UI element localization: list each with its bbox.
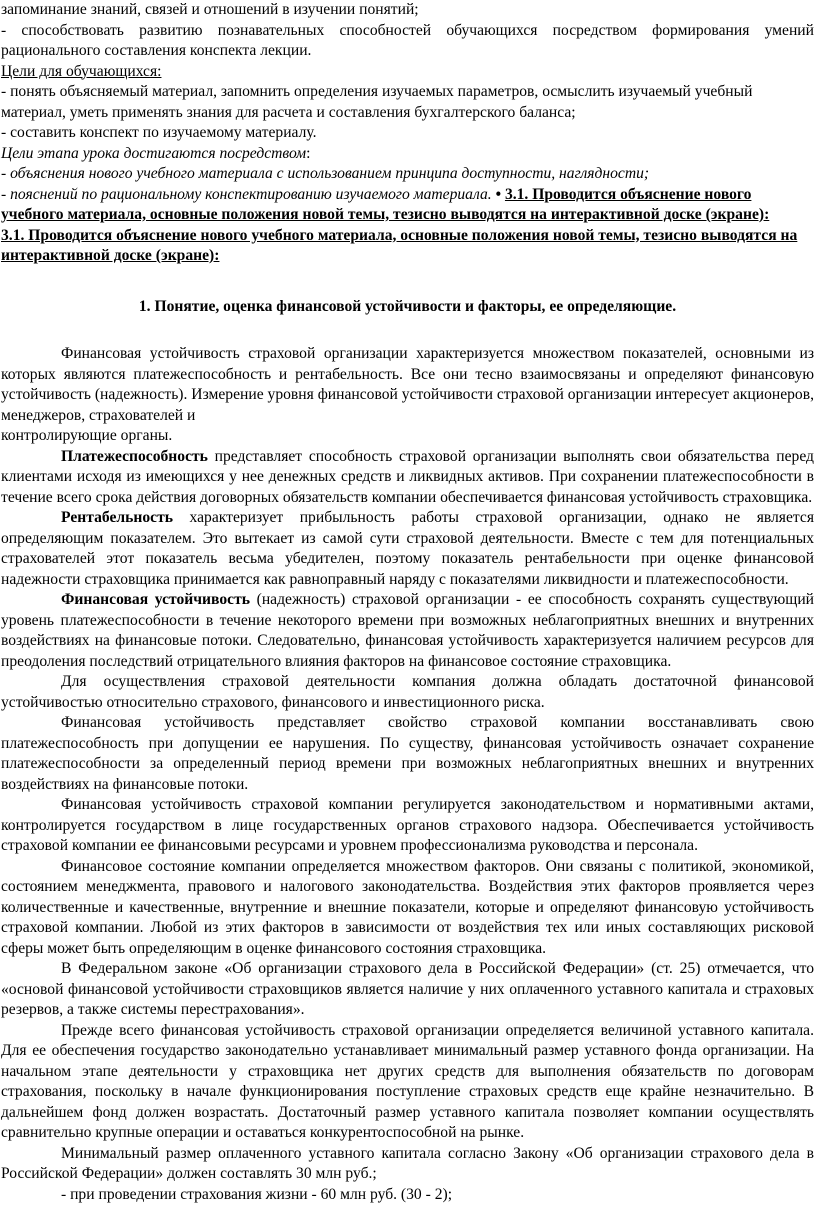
paragraph-1: Финансовая устойчивость страховой организации характеризуется множеством показателей, основными из которых являются платежеспособность и рентабельность. Все они тесно взаимосвязаны и определяют финансовую устойчивость (надежность). Измерение уровня финансовой устойчивости страховой организации интересует акционеров, менеджеров, страхователей и: [1, 345, 814, 424]
step-inline: 3.1. Проводится объяснение нового учебного материала, основные положения новой темы, тезисно выводятся на интерактивной доске (экране):: [1, 185, 770, 223]
means-title-line: [1, 144, 814, 165]
goals-title: Цели для обучающихся:: [1, 62, 162, 80]
term-profitability: Рентабельность: [61, 509, 173, 526]
goal-1: - понять объясняемый материал, запомнить определения изучаемых параметров, осмыслить изучаемый учебный материал, уметь применять знания для расчета и составления бухгалтерского баланса;: [1, 83, 753, 121]
paragraph-11: Минимальный размер оплаченного уставного капитала согласно Закону «Об организации страхового дела в Российской Федерации» должен составлять 30 млн руб.;: [1, 1144, 814, 1182]
paragraph-6: Финансовая устойчивость представляет свойство страховой компании восстанавливать свою платежеспособность при допущении ее нарушения. По существу, финансовая устойчивость означает сохранение платежеспособности за определенный период времени при возможных неблагоприятных внешних и внутренних воздействиях на финансовые потоки.: [1, 714, 814, 793]
paragraph-2: [1, 447, 814, 509]
paragraph-4-text: (надежность) страховой организации - ее способность сохранять существующий уровень платежеспособности в течение некоторого времени при возможных неблагоприятных внешних и внутренних воздействиях на финансовые потоки. Следовательно, финансовая устойчивость характеризуется наличием ресурсов для преодоления последствий отрицательного влияния факторов на финансовое состояние страховщика.: [1, 591, 815, 670]
paragraph-3-text: характеризует прибыльность работы страховой организации, однако не является определяющим показателем. Это вытекает из самой сути страховой деятельности. Вместе с тем для потенциальных страхователей этот показатель весьма убедителен, поэтому показатель рентабельности при оценке финансовой надежности страховщика принимается как равноправный наряду с показателями ликвидности и платежеспособности.: [1, 509, 814, 588]
paragraph-7: Финансовая устойчивость страховой компании регулируется законодательством и нормативными актами, контролируется государством в лице государственных органов страхового надзора. Обеспечивается устойчивость страховой компании ее финансовыми ресурсами и уровнем профессионализма руководства и персонала.: [1, 796, 814, 854]
paragraph-10: Прежде всего финансовая устойчивость страховой организации определяется величиной уставного капитала. Для ее обеспечения государство законодательно устанавливает минимальный размер уставного фонда организации. На начальном этапе деятельности у страховщика нет других средств для выполнения обязательств по договорам страхования, поскольку в начале функционирования поступление страховых средств еще крайне незначительно. В дальнейшем фонд должен возрастать. Достаточный размер уставного капитала позволяет компании осуществлять сравнительно крупные операции и оставаться конкурентоспособной на рынке.: [1, 1021, 814, 1141]
paragraph-4: [1, 590, 814, 672]
section-heading: 1. Понятие, оценка финансовой устойчивости и факторы, ее определяющие.: [138, 297, 677, 315]
means-1: - объяснения нового учебного материала с использованием принципа доступности, наглядности;: [1, 165, 650, 182]
intro-line-2: - способствовать развитию познавательных способностей обучающихся посредством формирования умений рационального составления конспекта лекции.: [1, 21, 814, 59]
paragraph-1-end: контролирующие органы.: [1, 427, 173, 444]
step-heading: 3.1. Проводится объяснение нового учебного материала, основные положения новой темы, тезисно выводятся на интерактивной доске (экране):: [1, 226, 798, 264]
goal-2: - составить конспект по изучаемому материалу.: [1, 124, 317, 141]
paragraph-5: Для осуществления страховой деятельности компания должна обладать достаточной финансовой устойчивостью относительно страхового, финансового и инвестиционного риска.: [1, 673, 814, 711]
intro-line-1: запоминание знаний, связей и отношений в изучении понятий;: [1, 1, 419, 18]
means-2: - пояснений по рациональному конспектированию изучаемого материала.: [1, 185, 492, 203]
paragraph-12: - при проведении страхования жизни - 60 млн руб. (30 - 2);: [61, 1185, 453, 1203]
paragraph-9: В Федеральном законе «Об организации страхового дела в Российской Федерации» (ст. 25) отмечается, что «основой финансовой устойчивости страховщиков является наличие у них оплаченного уставного капитала и страховых резервов, а также системы перестрахования».: [1, 960, 814, 1018]
means-2-line: [1, 185, 814, 226]
term-financial-stability: Финансовая устойчивость: [61, 591, 250, 608]
paragraph-3: [1, 508, 814, 590]
paragraph-2-text: представляет способность страховой организации выполнять свои обязательства перед клиентами исходя из имеющихся у нее денежных средств и ликвидных активов. При сохранении платежеспособности в течение всего срока действия договорных обязательств компании обеспечивается финансовая устойчивость страховщика.: [1, 447, 814, 506]
means-title: Цели этапа урока достигаются посредством: [1, 144, 307, 162]
means-colon: :: [306, 144, 311, 162]
bullet-icon: •: [495, 185, 502, 203]
paragraph-8: Финансовое состояние компании определяется множеством факторов. Они связаны с политикой, экономикой, состоянием менеджмента, правового и налогового законодательства. Воздействия этих факторов проявляется через количественные и качественные, внутренние и внешние показатели, которые и определяют финансовую устойчивость страховой компании. Любой из этих факторов в зависимости от воздействия тех или иных составляющих рисковой сферы может быть определяющим в оценке финансового состояния страховщика.: [1, 857, 814, 957]
term-solvency: Платежеспособность: [61, 447, 208, 465]
